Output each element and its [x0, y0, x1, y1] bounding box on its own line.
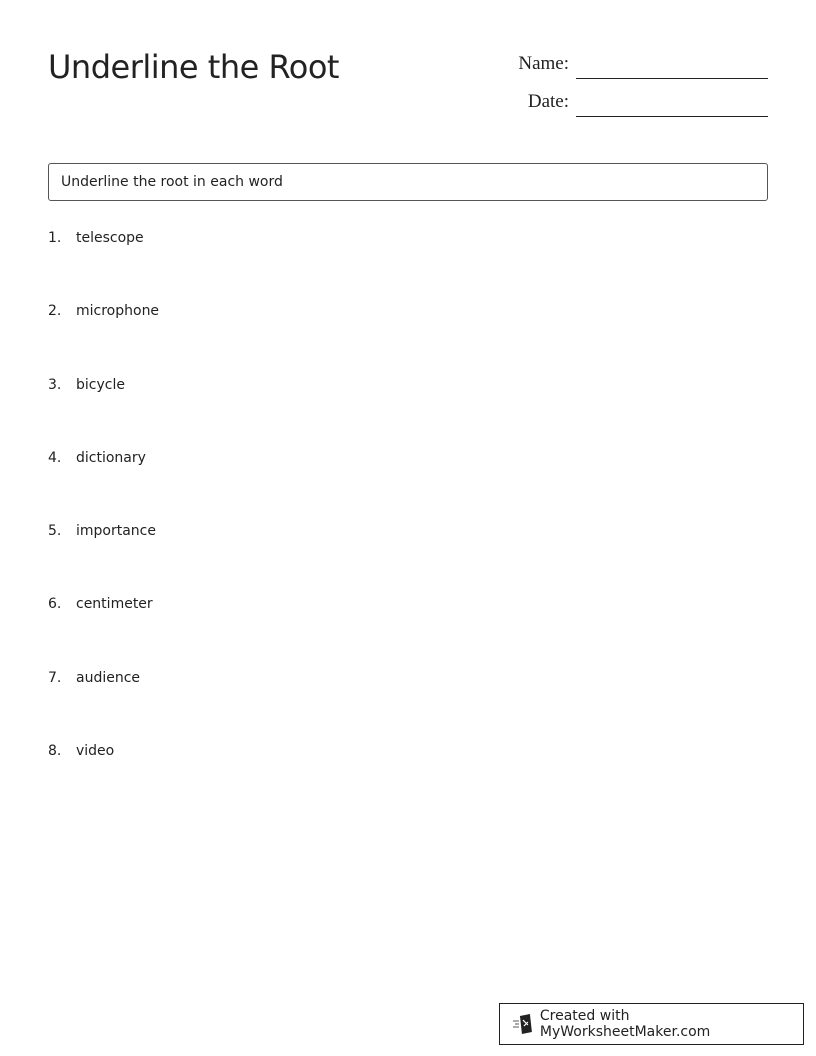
page-title: Underline the Root: [48, 48, 339, 86]
list-item: [48, 377, 159, 450]
item-word: dictionary: [76, 449, 146, 466]
footer-text: Created with MyWorksheetMaker.com: [539, 1008, 711, 1040]
item-number: 7.: [48, 669, 62, 686]
list-item: [48, 230, 159, 303]
instructions-box: Underline the root in each word: [48, 163, 768, 201]
name-label: Name:: [518, 53, 569, 74]
name-field: [518, 53, 768, 75]
item-number: 3.: [48, 376, 62, 393]
date-label: Date:: [527, 91, 569, 112]
footer-badge[interactable]: [499, 1003, 804, 1045]
list-item: [48, 743, 159, 816]
item-word: importance: [76, 523, 156, 540]
item-word: microphone: [76, 303, 160, 320]
item-number: 2.: [48, 303, 62, 320]
item-word: bicycle: [76, 376, 125, 393]
item-word: video: [76, 743, 115, 760]
list-item: [48, 670, 159, 743]
list-item: [48, 303, 159, 376]
list-item: [48, 450, 159, 523]
list-item: [48, 523, 159, 596]
worksheet-logo-icon: [512, 1013, 534, 1035]
date-field: [528, 91, 768, 113]
name-line: [576, 78, 768, 79]
item-word: telescope: [76, 230, 144, 246]
item-number: 6.: [48, 596, 62, 613]
word-list: [48, 230, 159, 816]
list-item: [48, 596, 159, 669]
item-number: 1.: [48, 230, 62, 246]
item-number: 4.: [48, 449, 62, 466]
item-word: audience: [76, 669, 141, 686]
date-line: [576, 116, 768, 117]
item-number: 8.: [48, 743, 62, 760]
item-word: centimeter: [76, 596, 153, 613]
item-number: 5.: [48, 523, 62, 540]
